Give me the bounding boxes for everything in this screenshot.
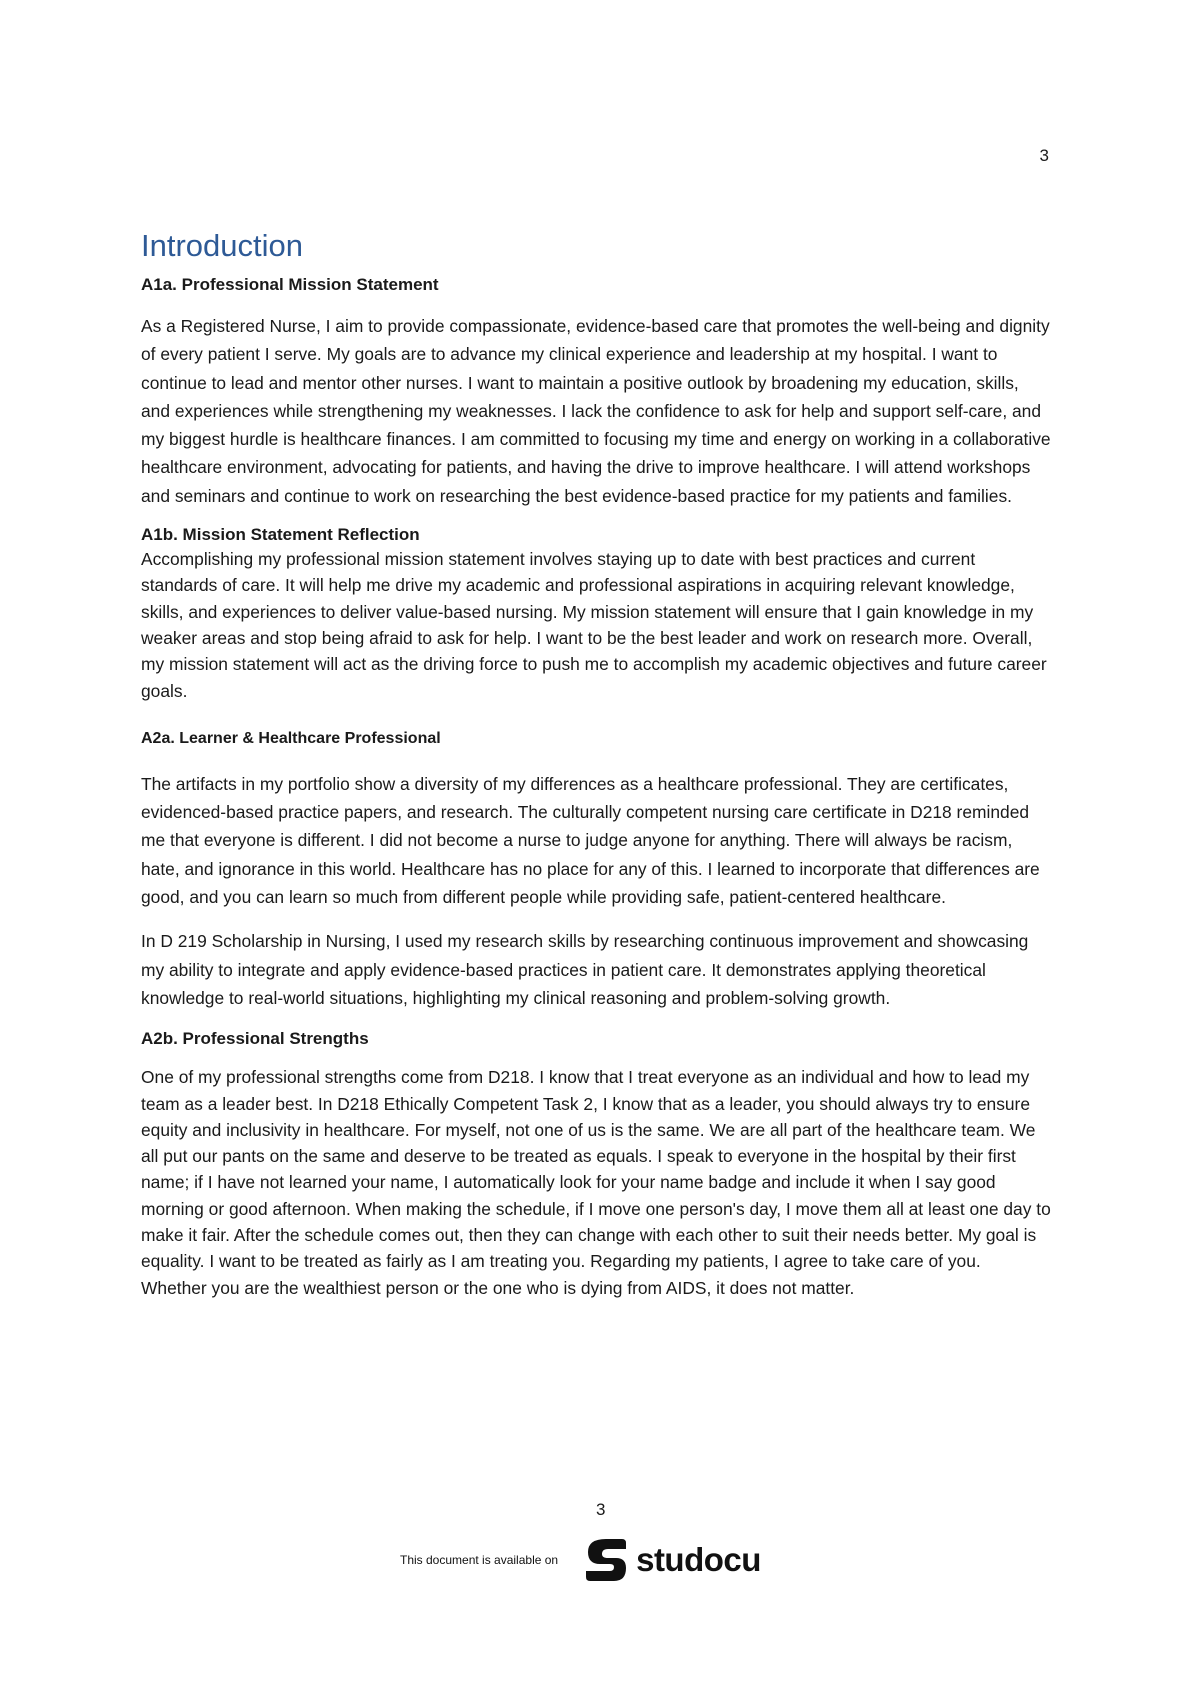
footer-text: This document is available on xyxy=(400,1553,559,1567)
paragraph-a2b: One of my professional strengths come from D218. I know that I treat everyone as an individual and how to lead my team as a leader best. In D218 Ethically Competent Task 2, I know that as a leader, you should always try to ensure equity and inclusivity in healthcare. For myself, not one of us is the same. We are all part of the healthcare team. We all put our pants on the same and deserve to be treated as equals. I speak to everyone in the hospital by their first name; if I have not learned your name, I automatically look for your name badge and include it when I say good morning or good afternoon. When making the schedule, if I move one person's day, I move them all at least one day to make it fair. After the schedule comes out, then they can change with each other to suit their needs better. My goal is equality. I want to be treated as fairly as I am treating you. Regarding my patients, I agree to take care of you. Whether you are the wealthiest person or the one who is dying from AIDS, it does not matter. xyxy=(141,1067,1051,1298)
document-body xyxy=(141,228,1051,1301)
heading-a1a: A1a. Professional Mission Statement xyxy=(141,275,439,294)
paragraph-a2a-2: In D 219 Scholarship in Nursing, I used my research skills by researching continuous improvement and showcasing my ability to integrate and apply evidence-based practices in patient care. It demonstrates applying theoretical knowledge to real-world situations, highlighting my clinical reasoning and problem-solving growth. xyxy=(141,931,1029,1008)
paragraph-a2a-1: The artifacts in my portfolio show a diversity of my differences as a healthcare professional. They are certificates, evidenced-based practice papers, and research. The culturally competent nursing care certificate in D218 reminded me that everyone is different. I did not become a nurse to judge anyone for anything. There will always be racism, hate, and ignorance in this world. Healthcare has no place for any of this. I learned to incorporate that differences are good, and you can learn so much from different people while providing safe, patient-centered healthcare. xyxy=(141,773,1040,908)
studocu-logo-icon xyxy=(584,1537,628,1583)
paragraph-a1a: As a Registered Nurse, I aim to provide compassionate, evidence-based care that promotes the well-being and dignity of every patient I serve. My goals are to advance my clinical experience and leadership at my hospital. I want to continue to lead and mentor other nurses. I want to maintain a positive outlook by broadening my education, skills, and experiences while strengthening my weaknesses. I lack the confidence to ask for help and support self-care, and my biggest hurdle is healthcare finances. I am committed to focusing my time and energy on working in a collaborative healthcare environment, advocating for patients, and having the drive to improve healthcare. I will attend workshops and seminars and continue to work on researching the best evidence-based practice for my patients and families. xyxy=(141,316,1051,506)
heading-a2a: A2a. Learner & Healthcare Professional xyxy=(141,729,441,747)
section-title: Introduction xyxy=(141,228,303,263)
page-number-top: 3 xyxy=(1039,146,1049,165)
paragraph-a1b: Accomplishing my professional mission statement involves staying up to date with best practices and current standards of care. It will help me drive my academic and professional aspirations in acquiring relevant knowledge, skills, and experiences to deliver value-based nursing. My mission statement will ensure that I gain knowledge in my weaker areas and stop being afraid to ask for help. I want to be the best leader and work on research more. Overall, my mission statement will act as the driving force to push me to accomplish my academic objectives and future career goals. xyxy=(141,549,1047,701)
page-number-bottom: 3 xyxy=(596,1500,606,1519)
heading-a1b: A1b. Mission Statement Reflection xyxy=(141,525,420,545)
studocu-footer xyxy=(400,1537,761,1583)
heading-a2b: A2b. Professional Strengths xyxy=(141,1029,369,1049)
studocu-logo-text: studocu xyxy=(636,1541,761,1578)
